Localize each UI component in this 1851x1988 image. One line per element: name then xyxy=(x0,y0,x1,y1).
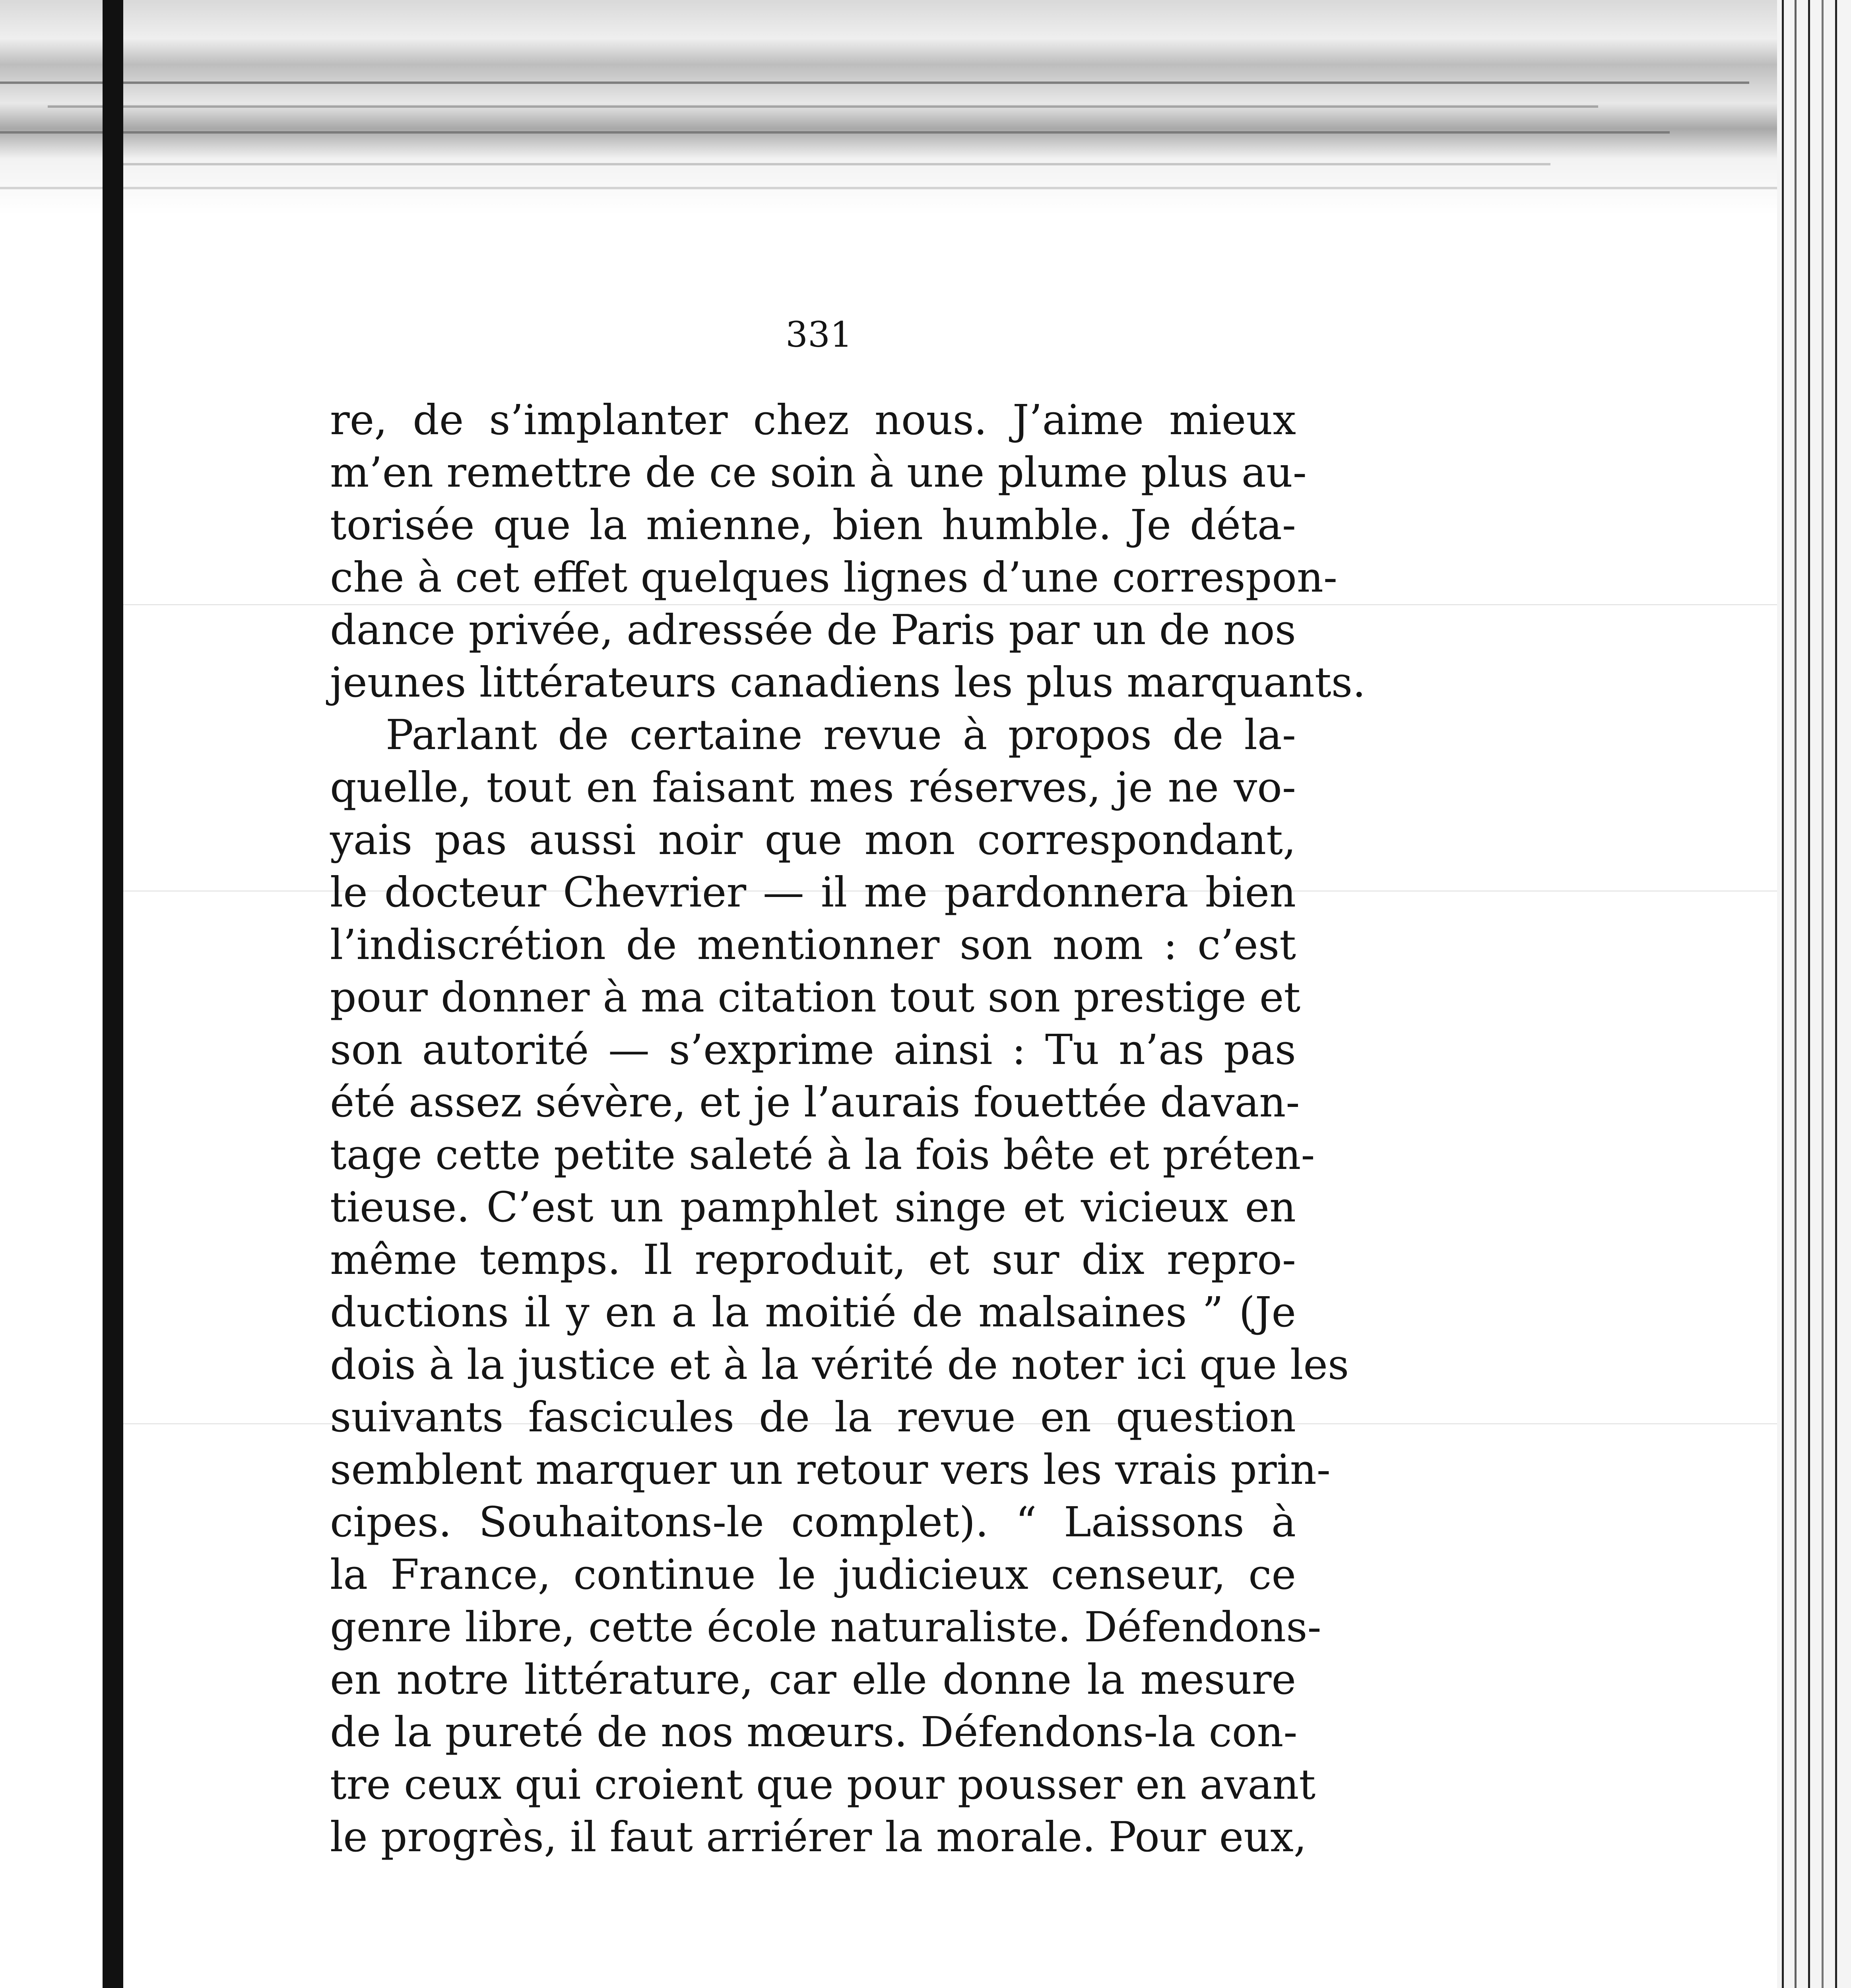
text-line: quelle, tout en faisant mes réserves, je ne vo- xyxy=(330,763,1296,812)
text-line: la France, continue le judicieux censeur, ce xyxy=(330,1550,1296,1599)
page-number: 331 xyxy=(786,314,852,355)
text-line: même temps. Il reproduit, et sur dix repro- xyxy=(330,1235,1296,1284)
text-line: le progrès, il faut arriérer la morale. Pour eux, xyxy=(330,1813,1307,1861)
text-line: tre ceux qui croient que pour pousser en avant xyxy=(330,1760,1316,1809)
text-line: dance privée, adressée de Paris par un de nos xyxy=(330,606,1296,654)
text-line: dois à la justice et à la vérité de noter ici que les xyxy=(330,1340,1349,1389)
text-line: le docteur Chevrier — il me pardonnera bien xyxy=(330,868,1296,916)
book-spine-shadow xyxy=(103,0,123,1988)
text-line: en notre littérature, car elle donne la mesure xyxy=(330,1655,1296,1704)
text-line: tage cette petite saleté à la fois bête et préten- xyxy=(330,1130,1315,1179)
text-line: Parlant de certaine revue à propos de la- xyxy=(386,711,1296,759)
text-line: jeunes littérateurs canadiens les plus marquants. xyxy=(330,658,1366,707)
text-line: été assez sévère, et je l’aurais fouettée davan- xyxy=(330,1078,1300,1126)
text-line: suivants fascicules de la revue en question xyxy=(330,1393,1296,1441)
text-line: semblent marquer un retour vers les vrais prin- xyxy=(330,1445,1331,1494)
body-text xyxy=(330,394,1366,1863)
text-line: cipes. Souhaitons-le complet). “ Laissons à xyxy=(330,1498,1296,1546)
text-line: che à cet effet quelques lignes d’une correspon- xyxy=(330,553,1338,602)
page-edges-stack xyxy=(1777,0,1851,1988)
text-line: yais pas aussi noir que mon correspondant, xyxy=(330,815,1296,864)
text-line: m’en remettre de ce soin à une plume plus au- xyxy=(330,448,1307,497)
text-line: l’indiscrétion de mentionner son nom : c’est xyxy=(330,920,1296,969)
text-line: genre libre, cette école naturaliste. Défendons- xyxy=(330,1603,1321,1651)
page-top-edge-shadow xyxy=(0,0,1777,215)
text-line: de la pureté de nos mœurs. Défendons-la con- xyxy=(330,1708,1298,1756)
text-line: pour donner à ma citation tout son prestige et xyxy=(330,973,1301,1021)
text-line: torisée que la mienne, bien humble. Je déta- xyxy=(330,501,1296,549)
text-line: son autorité — s’exprime ainsi : Tu n’as pas xyxy=(330,1025,1296,1074)
text-line: re, de s’implanter chez nous. J’aime mieux xyxy=(330,396,1296,444)
text-line: tieuse. C’est un pamphlet singe et vicieux en xyxy=(330,1183,1296,1231)
text-line: ductions il y en a la moitié de malsaines ” (Je xyxy=(330,1288,1296,1336)
